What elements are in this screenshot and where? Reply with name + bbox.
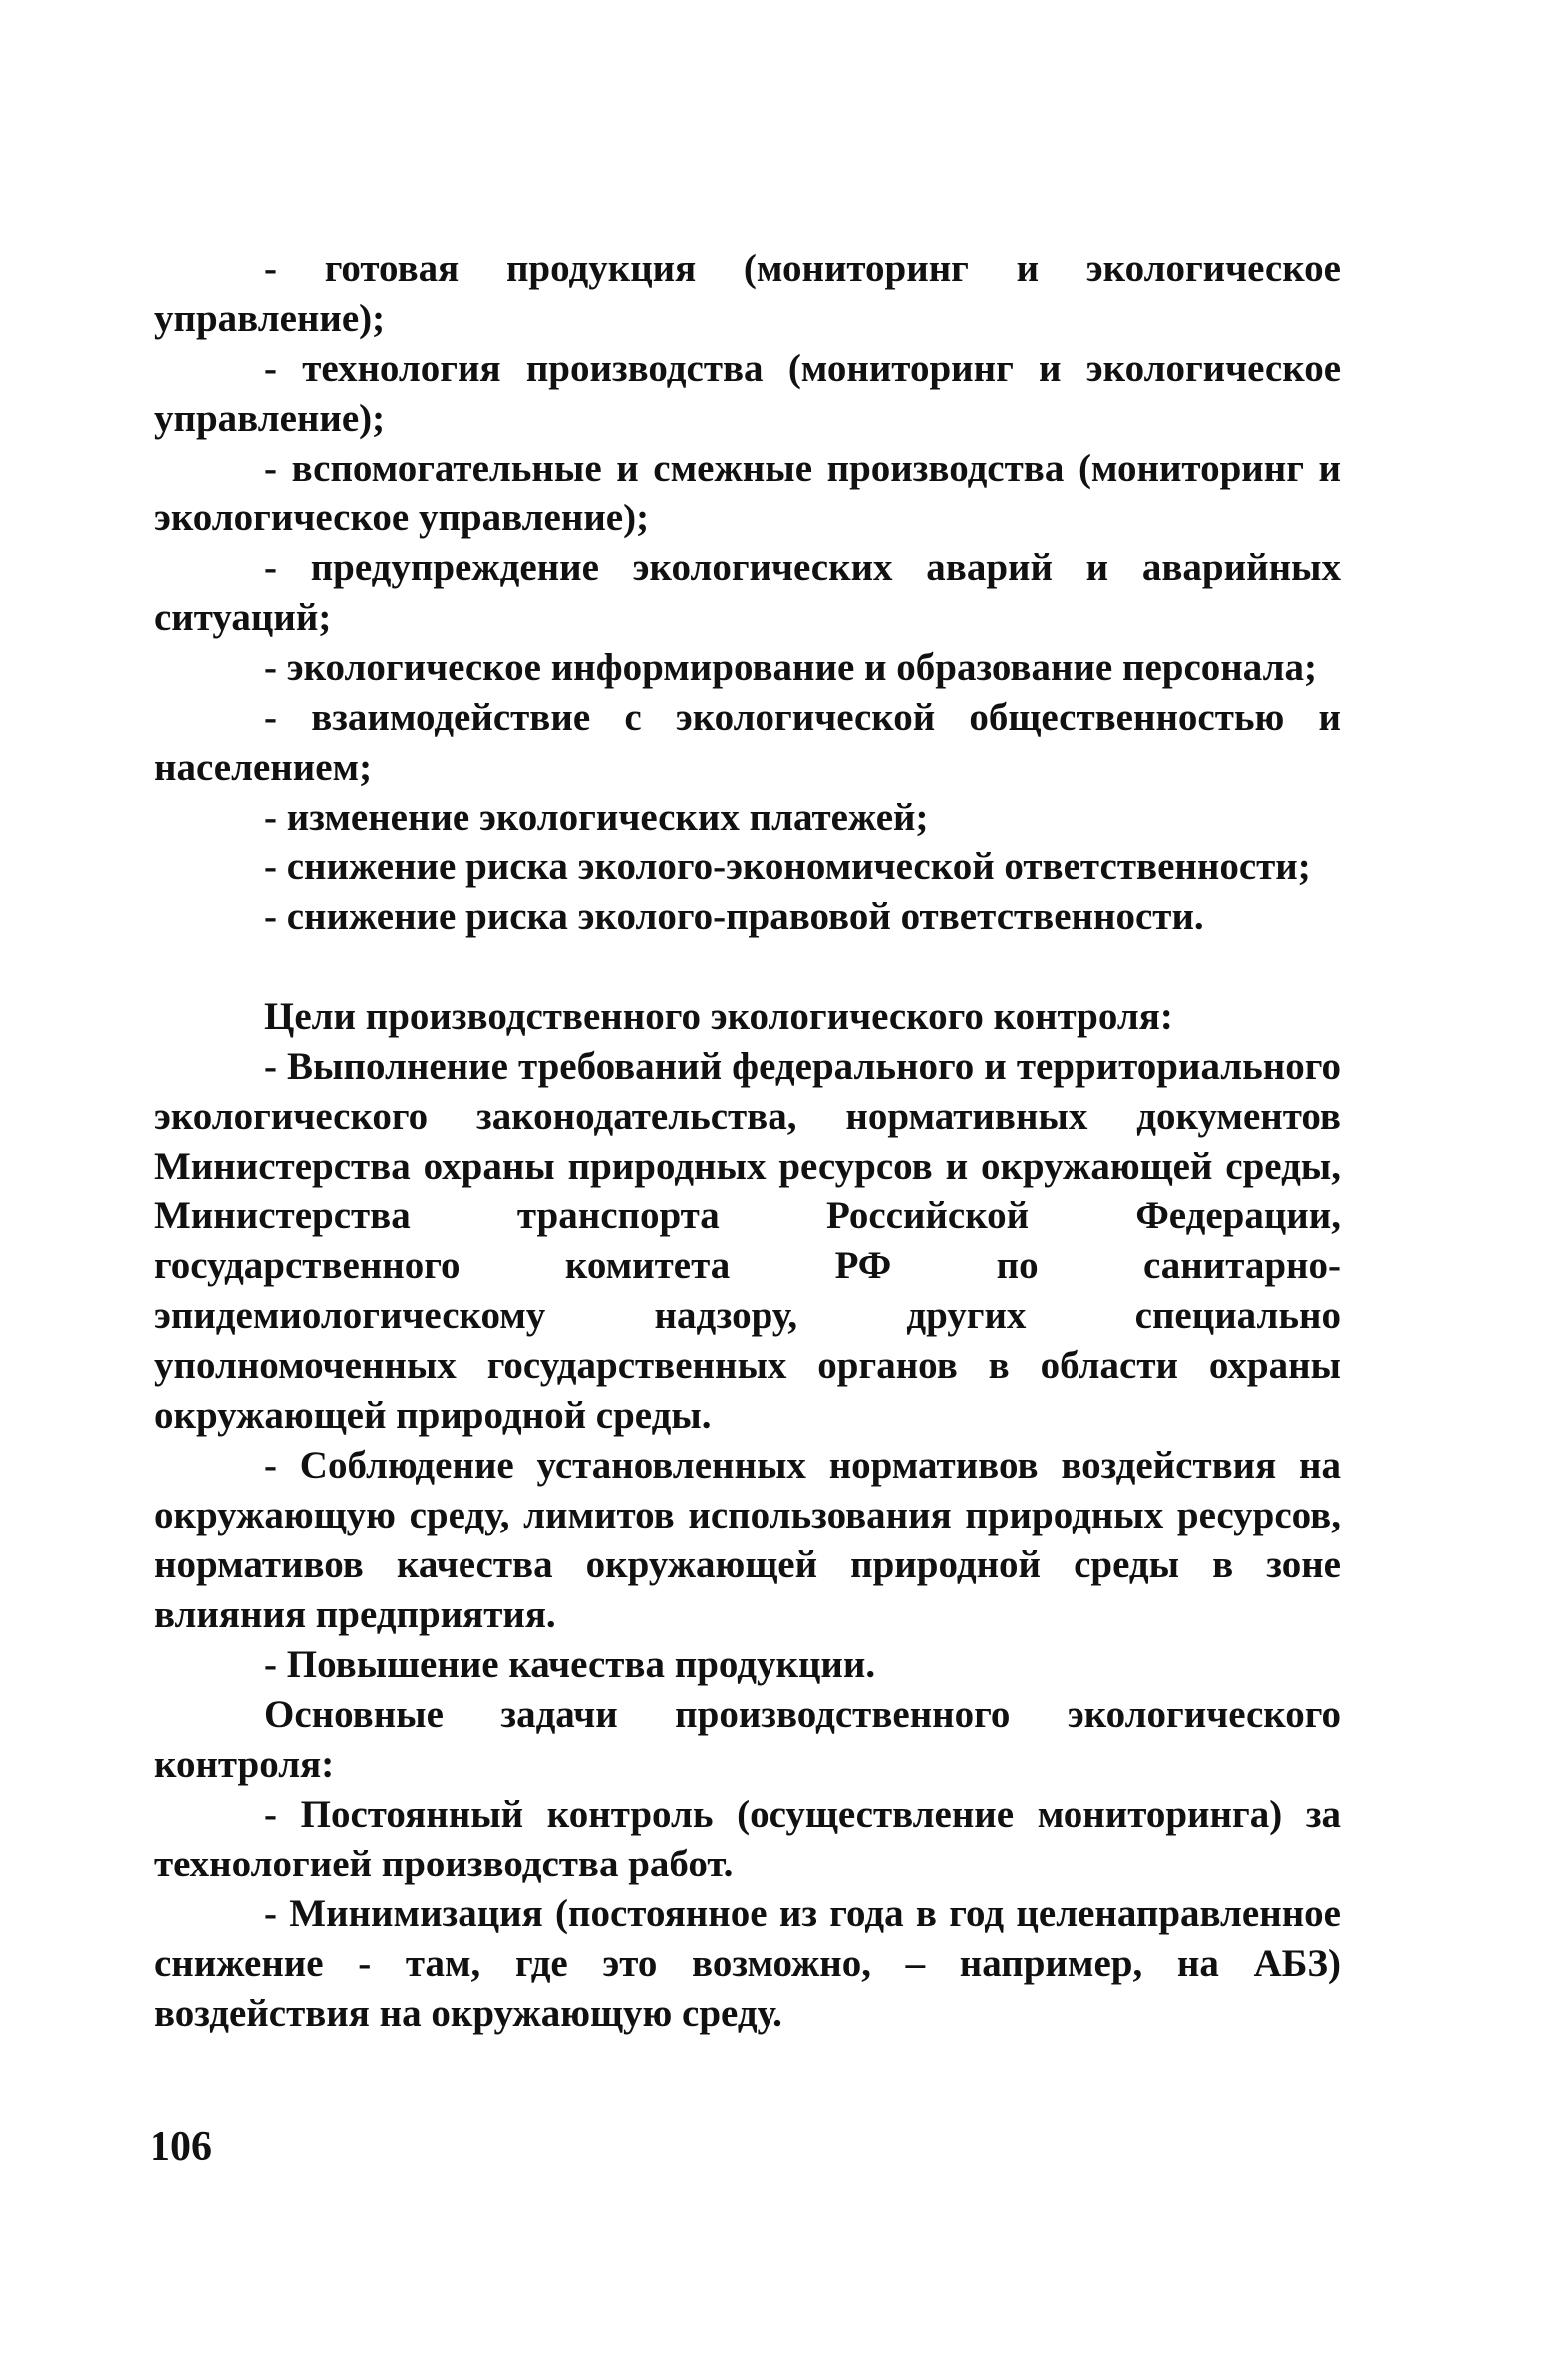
tasks-heading: Основные задачи производственного экологического контроля: xyxy=(154,1693,1341,1786)
list-item: - снижение риска эколого-правовой ответственности. xyxy=(264,895,1204,938)
list-item: - изменение экологических платежей; xyxy=(264,796,929,839)
task-item: - Постоянный контроль (осуществление мониторинга) за технологией производства работ. xyxy=(154,1793,1341,1885)
goal-item: - Соблюдение установленных нормативов воздействия на окружающую среду, лимитов использования природных ресурсов, нормативов качества окружающей природной среды в зоне влияния предприятия. xyxy=(154,1444,1341,1636)
goal-item: - Повышение качества продукции. xyxy=(264,1643,876,1686)
list-item: - предупреждение экологических аварий и аварийных ситуаций; xyxy=(154,546,1341,639)
task-item: - Минимизация (постоянное из года в год целенаправленное снижение - там, где это возможно, – например, на АБЗ) воздействия на окружающую среду. xyxy=(154,1892,1341,2035)
goal-item: - Выполнение требований федерального и территориального экологического законодательства, нормативных документов Министерства охраны природных ресурсов и окружающей среды, Министерства транспорта Российской Федерации, государственного комитета РФ по санитарно-эпидемиологическому надзору, других специально уполномоченных государственных органов в области охраны окружающей природной среды. xyxy=(154,1045,1341,1437)
list-item: - взаимодействие с экологической общественностью и населением; xyxy=(154,696,1341,789)
goals-heading: Цели производственного экологического контроля: xyxy=(264,995,1173,1038)
list-item: - готовая продукция (мониторинг и экологическое управление); xyxy=(154,247,1341,340)
list-item: - экологическое информирование и образование персонала; xyxy=(264,646,1317,689)
page-number: 106 xyxy=(150,2124,212,2170)
list-item: - технология производства (мониторинг и экологическое управление); xyxy=(154,347,1341,440)
page-body xyxy=(154,244,1341,2039)
list-item: - вспомогательные и смежные производства (мониторинг и экологическое управление); xyxy=(154,447,1341,539)
list-item: - снижение риска эколого-экономической ответственности; xyxy=(264,846,1311,888)
